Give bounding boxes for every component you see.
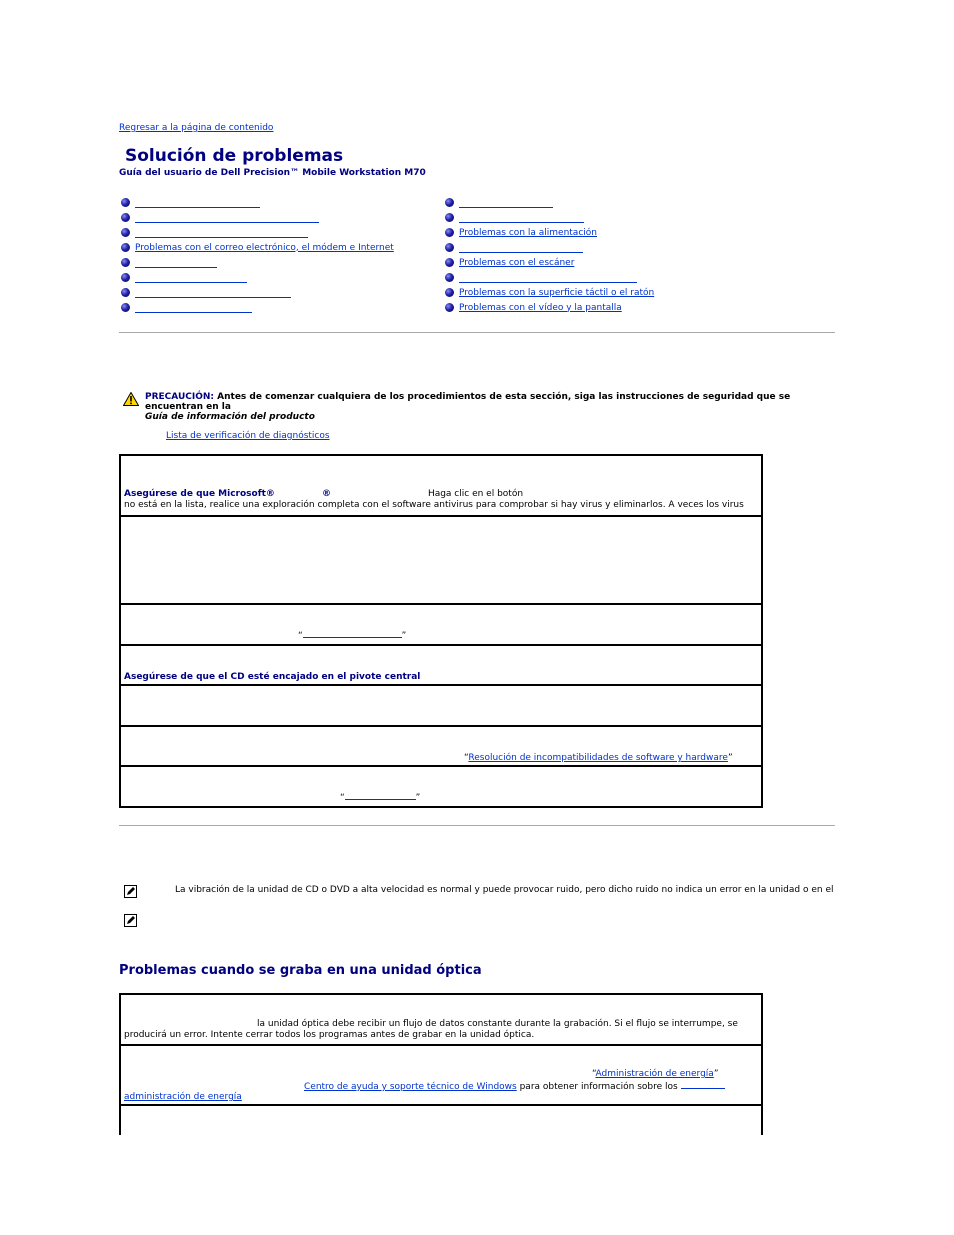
toc-item [121,300,441,315]
bullet-icon [445,303,454,312]
registered-mark: ® [321,489,331,499]
note-pencil-icon [124,885,137,898]
divider [119,332,835,333]
diagnostics-checklist-link[interactable]: Lista de verificación de diagnósticos [166,431,330,441]
table-cell [120,726,762,766]
section-title-optical-burning: Problemas cuando se graba en una unidad óptica [119,963,482,978]
cross-reference-link[interactable] [681,1079,725,1089]
table-cell [120,766,762,807]
caution-label: PRECAUCIÓN: [145,392,215,402]
note-empty [124,914,834,927]
table-cell [120,516,762,604]
bullet-icon [121,213,130,222]
power-management-link-2[interactable]: administración de energía [124,1092,242,1102]
back-to-contents-link[interactable]: Regresar a la página de contenido [119,123,274,133]
quote-close: ” [713,1069,719,1079]
table-cell [120,604,762,645]
toc-item [121,255,441,270]
toc-item [445,195,765,210]
toc-item [121,270,441,285]
quote-open: “ [592,1069,596,1079]
table-row [120,726,762,766]
toc-link[interactable] [135,258,217,268]
cd-dvd-problems-table [119,454,763,808]
note-vibration-text: La vibración de la unidad de CD o DVD a alta velocidad es normal y puede provocar ruido, pero dicho ruido no indica un error en la unidad o en el [175,885,834,895]
toc-item [121,240,441,255]
toc-link[interactable] [459,273,637,283]
quote-close: ” [727,753,733,763]
bullet-icon [445,288,454,297]
toc-link[interactable] [135,228,308,238]
table-row [120,685,762,726]
microsoft-bold-text: Asegúrese de que Microsoft® [124,489,275,499]
toc-link[interactable] [135,303,252,313]
bullet-icon [121,303,130,312]
toc-item [445,300,765,315]
toc-link[interactable] [459,198,553,208]
toc-link-power[interactable]: Problemas con la alimentación [459,227,597,238]
bullet-icon [445,228,454,237]
toc-item [121,285,441,300]
caution-notice [123,392,833,422]
divider [119,825,835,826]
table-cell [120,685,762,726]
bullet-icon [121,243,130,252]
note-pencil-icon [124,914,137,927]
incompatibilities-link[interactable]: Resolución de incompatibilidades de software y hardware [468,753,728,763]
bullet-icon [445,273,454,282]
table-row [120,1105,762,1135]
toc-item [445,255,765,270]
table-cell [120,645,762,685]
table-cell [120,1105,762,1135]
bullet-icon [445,258,454,267]
cd-seated-text: Asegúrese de que el CD esté encajado en el pivote central [124,672,421,682]
toc-item [445,210,765,225]
bullet-icon [121,198,130,207]
toc-item [445,270,765,285]
quote-open: “ [298,631,303,641]
quote-open: “ [464,753,469,763]
data-flow-text: la unidad óptica debe recibir un flujo de datos constante durante la grabación. Si el flujo se interrumpe, se [257,1019,738,1029]
table-row [120,645,762,685]
toc-item [445,225,765,240]
help-support-center-link[interactable]: Centro de ayuda y soporte técnico de Windows [304,1082,517,1092]
page-subtitle: Guía del usuario de Dell Precision™ Mobile Workstation M70 [119,168,426,178]
toc-left-column [121,195,441,315]
antivirus-text: no está en la lista, realice una exploración completa con el software antivirus para comprobar si hay virus y eliminarlos. A veces los virus [124,500,744,510]
toc-link-email-modem-internet[interactable]: Problemas con el correo electrónico, el módem e Internet [135,242,394,253]
table-row [120,516,762,604]
bullet-icon [121,288,130,297]
table-row [120,1045,762,1105]
bullet-icon [121,273,130,282]
info-text: para obtener información sobre los [519,1082,678,1092]
toc-item [121,195,441,210]
power-management-link[interactable]: Administración de energía [595,1069,714,1079]
bullet-icon [445,213,454,222]
toc-link[interactable] [135,273,247,283]
toc-link-touchpad-mouse[interactable]: Problemas con la superficie táctil o el ratón [459,287,655,298]
bullet-icon [445,243,454,252]
cross-reference-link[interactable] [345,790,416,800]
toc-link[interactable] [459,243,583,253]
warning-triangle-icon [123,392,139,406]
quote-open: “ [340,793,345,803]
toc-link[interactable] [135,288,291,298]
optical-burning-table [119,993,763,1135]
toc-link[interactable] [135,198,260,208]
toc-link-scanner[interactable]: Problemas con el escáner [459,257,575,268]
table-cell [120,455,762,516]
page-title: Solución de problemas [125,146,344,166]
toc-item [445,240,765,255]
quote-close: ” [401,631,407,641]
table-row [120,994,762,1045]
table-row [120,455,762,516]
note-vibration [124,885,834,898]
bullet-icon [121,258,130,267]
table-row [120,604,762,645]
bullet-icon [121,228,130,237]
toc-link[interactable] [459,213,584,223]
click-button-text: Haga clic en el botón [427,489,524,499]
close-programs-text: producirá un error. Intente cerrar todos los programas antes de grabar en la unidad óptica. [124,1030,535,1040]
toc-item [121,210,441,225]
table-cell [120,994,762,1045]
caution-text [145,392,833,422]
table-row [120,766,762,807]
toc-item [121,225,441,240]
quote-close: ” [415,793,421,803]
toc-right-column [445,195,765,315]
toc-link[interactable] [135,213,319,223]
table-cell [120,1045,762,1105]
cross-reference-link[interactable] [303,628,402,638]
toc-item [445,285,765,300]
bullet-icon [445,198,454,207]
toc-link-video-display[interactable]: Problemas con el vídeo y la pantalla [459,302,622,313]
caution-body: Antes de comenzar cualquiera de los procedimientos de esta sección, siga las instrucciones de seguridad que se encuentran en la [145,392,791,412]
product-info-guide: Guía de información del producto [145,412,315,422]
